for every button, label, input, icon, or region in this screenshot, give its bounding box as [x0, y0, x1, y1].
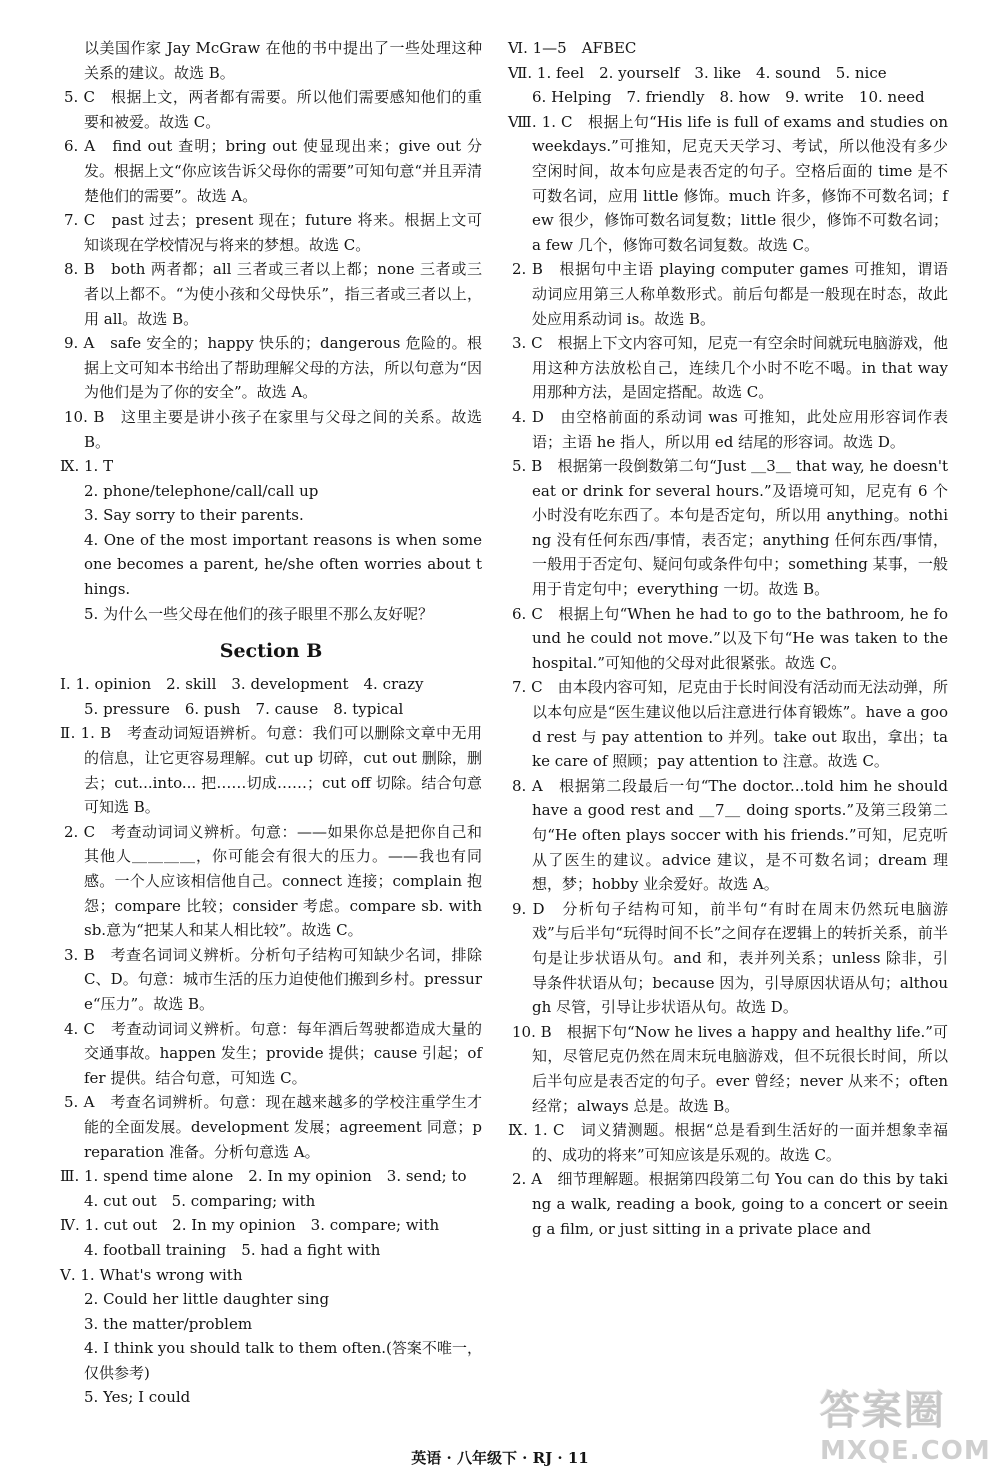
section-heading: Section B	[219, 640, 323, 663]
left-column	[60, 36, 482, 1410]
answer-line: 7. C past 过去；present 现在；future 将来。根据上文可知谈现在学校情况与将来的梦想。故选 C。	[64, 211, 482, 254]
answer-line: Ⅲ. 1. spend time alone 2. In my opinion 3. send; to	[60, 1167, 467, 1186]
answer-line: Ⅴ. 1. What's wrong with	[60, 1265, 243, 1284]
answer-line: 2. phone/telephone/call/call up	[84, 481, 319, 500]
answer-line: Ⅸ. 1. T	[60, 457, 114, 476]
answer-line: 6. A find out 查明；bring out 使显现出来；give out 分发。根据上文“你应该告诉父母你的需要”可知句意“并且弄清楚他们的需要”。故选 A。	[64, 137, 483, 205]
answer-line: 10. B 根据下句“Now he lives a happy and healthy life.”可知，尽管尼克仍然在周末玩电脑游戏，但不玩很长时间，所以后半句应是表否定的句子。ever 曾经；never 从来不；often 经常；always 总是。故选 B。	[512, 1022, 948, 1115]
answer-line: 4. One of the most important reasons is when someone becomes a parent, he/she often worries about things.	[84, 530, 482, 599]
watermark-top-text: 答案圈	[820, 1388, 946, 1434]
answer-line: 5. Yes; I could	[84, 1388, 191, 1407]
answer-line: 2. A 细节理解题。根据第四段第二句 You can do this by taking a walk, reading a book, going to a concert or seeing a film, or just sitting in a private place and	[512, 1170, 948, 1238]
answer-line: 5. B 根据第一段倒数第二句“Just ＿3＿ that way, he doesn't eat or drink for several hours.”及语境可知，尼克有 6 个小时没有吃东西了。本句是否定句，所以用 anything。nothing 没有任何东西/事情，表否定；anything 任何东西/事情，一般用于否定句、疑问句或条件句中；something 某事，一般用于肯定句中；everything 一切。故选 B。	[512, 457, 948, 599]
answer-line: 7. C 由本段内容可知，尼克由于长时间没有活动而无法动弹，所以本句应是“医生建议他以后注意进行体育锻炼”。have a good rest 与 pay attention to 并列。take out 取出，拿出；take care of 照顾；pay attention to 注意。故选 C。	[512, 678, 948, 771]
answer-line: 以美国作家 Jay McGraw 在他的书中提出了一些处理这种关系的建议。故选 B。	[84, 39, 482, 82]
answer-line: 4. D 由空格前面的系动词 was 可推知，此处应用形容词作表语；主语 he 指人，所以用 ed 结尾的形容词。故选 D。	[512, 407, 948, 451]
answer-line: 8. B both 两者都；all 三者或三者以上都；none 三者或三者以上都不。“为使小孩和父母快乐”，指三者或三者以上，用 all。故选 B。	[64, 260, 482, 328]
answer-line: 2. C 考查动词词义辨析。句意：——如果你总是把你自己和其他人＿＿＿＿，你可能会有很大的压力。——我也有同感。一个人应该相信他自己。connect 连接；complain 抱怨；compare 比较；consider 考虑。compare sb. with sb.意为“把某人和某人相比较”。故选 C。	[64, 822, 482, 940]
answer-line: 2. B 根据句中主语 playing computer games 可推知，谓语动词应用第三人称单数形式。前后句都是一般现在时态，故此处应用系动词 is。故选 B。	[512, 260, 948, 328]
answer-line: 5. C 根据上文，两者都有需要。所以他们需要感知他们的重要和被爱。故选 C。	[64, 88, 482, 131]
answer-line: 4. football training 5. had a fight with	[84, 1240, 381, 1259]
watermark-bottom-text: MXQE.COM	[820, 1436, 991, 1466]
answer-line: 3. B 考查名词词义辨析。分析句子结构可知缺少名词，排除 C、D。句意：城市生活的压力迫使他们搬到乡村。pressure“压力”。故选 B。	[64, 945, 482, 1013]
answer-line: 4. C 考查动词词义辨析。句意：每年酒后驾驶都造成大量的交通事故。happen 发生；provide 提供；cause 引起；offer 提供。结合句意，可知选 C。	[64, 1019, 482, 1087]
page-footer: 英语 · 八年级下 · RJ · 11	[411, 1449, 589, 1467]
answer-line: 6. C 根据上句“When he had to go to the bathroom, he found he could not move.”以及下句“He was taken to the hospital.”可知他的父母对此很紧张。故选 C。	[512, 604, 948, 672]
watermark-logo	[820, 1386, 990, 1476]
answer-line: Ⅷ. 1. C 根据上句“His life is full of exams and studies on weekdays.”可推知，尼克天天学习、考试，所以他没有多少空闲时间，故本句应是表否定的句子。空格后面的 time 是不可数名词，应用 little 修饰。much 许多，修饰不可数名词；few 很少，修饰可数名词复数；little 很少，修饰不可数名词；a few 几个，修饰可数名词复数。故选 C。	[508, 112, 948, 254]
answer-line: 4. cut out 5. comparing; with	[84, 1191, 316, 1210]
answer-line: Ⅳ. 1. cut out 2. In my opinion 3. compare; with	[60, 1216, 440, 1235]
right-column	[508, 36, 948, 1241]
answer-line: 9. A safe 安全的；happy 快乐的；dangerous 危险的。根据上文可知本书给出了帮助理解父母的方法，所以句意为“因为他们是为了你的安全”。故选 A。	[64, 334, 482, 402]
answer-line: 10. B 这里主要是讲小孩子在家里与父母之间的关系。故选 B。	[64, 407, 482, 451]
answer-line: 6. Helping 7. friendly 8. how 9. write 10. need	[532, 88, 925, 107]
answer-line: 5. pressure 6. push 7. cause 8. typical	[84, 699, 404, 718]
answer-line: 3. C 根据上下文内容可知，尼克一有空余时间就玩电脑游戏，他用这种方法放松自己，连续几个小时不吃不喝。in that way 用那种方法，是固定搭配。故选 C。	[512, 334, 948, 402]
answer-line: 2. Could her little daughter sing	[84, 1290, 330, 1309]
answer-line: 4. I think you should talk to them often.(答案不唯一，仅供参考)	[84, 1339, 482, 1382]
answer-line: Ⅸ. 1. C 词义猜测题。根据“总是看到生活好的一面并想象幸福的、成功的将来”可知应该是乐观的。故选 C。	[508, 1121, 948, 1164]
answer-line: Ⅶ. 1. feel 2. yourself 3. like 4. sound 5. nice	[508, 63, 887, 82]
answer-line: 3. the matter/problem	[84, 1314, 253, 1333]
answer-line: 8. A 根据第二段最后一句“The doctor...told him he should have a good rest and ＿7＿ doing sports.”及第三段第二句“He often plays soccer with his friends.”可知，尼克听从了医生的建议。advice 建议，是不可数名词；dream 理想，梦；hobby 业余爱好。故选 A。	[512, 776, 948, 894]
answer-line: 3. Say sorry to their parents.	[84, 506, 304, 525]
answer-line: 5. 为什么一些父母在他们的孩子眼里不那么友好呢？	[84, 604, 434, 623]
answer-line: 5. A 考查名词辨析。句意：现在越来越多的学校注重学生才能的全面发展。development 发展；agreement 同意；preparation 准备。分析句意选 A。	[64, 1093, 482, 1161]
answer-line: Ⅵ. 1—5 AFBEC	[508, 39, 637, 57]
answer-line: Ⅰ. 1. opinion 2. skill 3. development 4. crazy	[60, 675, 424, 694]
answer-line: Ⅱ. 1. B 考查动词短语辨析。句意：我们可以删除文章中无用的信息，让它更容易理解。cut up 切碎，cut out 删除，删去；cut...into... 把……切成……；cut off 切除。结合句意可知选 B。	[60, 724, 482, 817]
answer-line: 9. D 分析句子结构可知，前半句“有时在周末仍然玩电脑游戏”与后半句“玩得时间不长”之间存在逻辑上的转折关系，前半句是让步状语从句。and 和，表并列关系；unless 除非，引导条件状语从句；because 因为，引导原因状语从句；although 尽管，引导让步状语从句。故选 D。	[512, 899, 948, 1017]
